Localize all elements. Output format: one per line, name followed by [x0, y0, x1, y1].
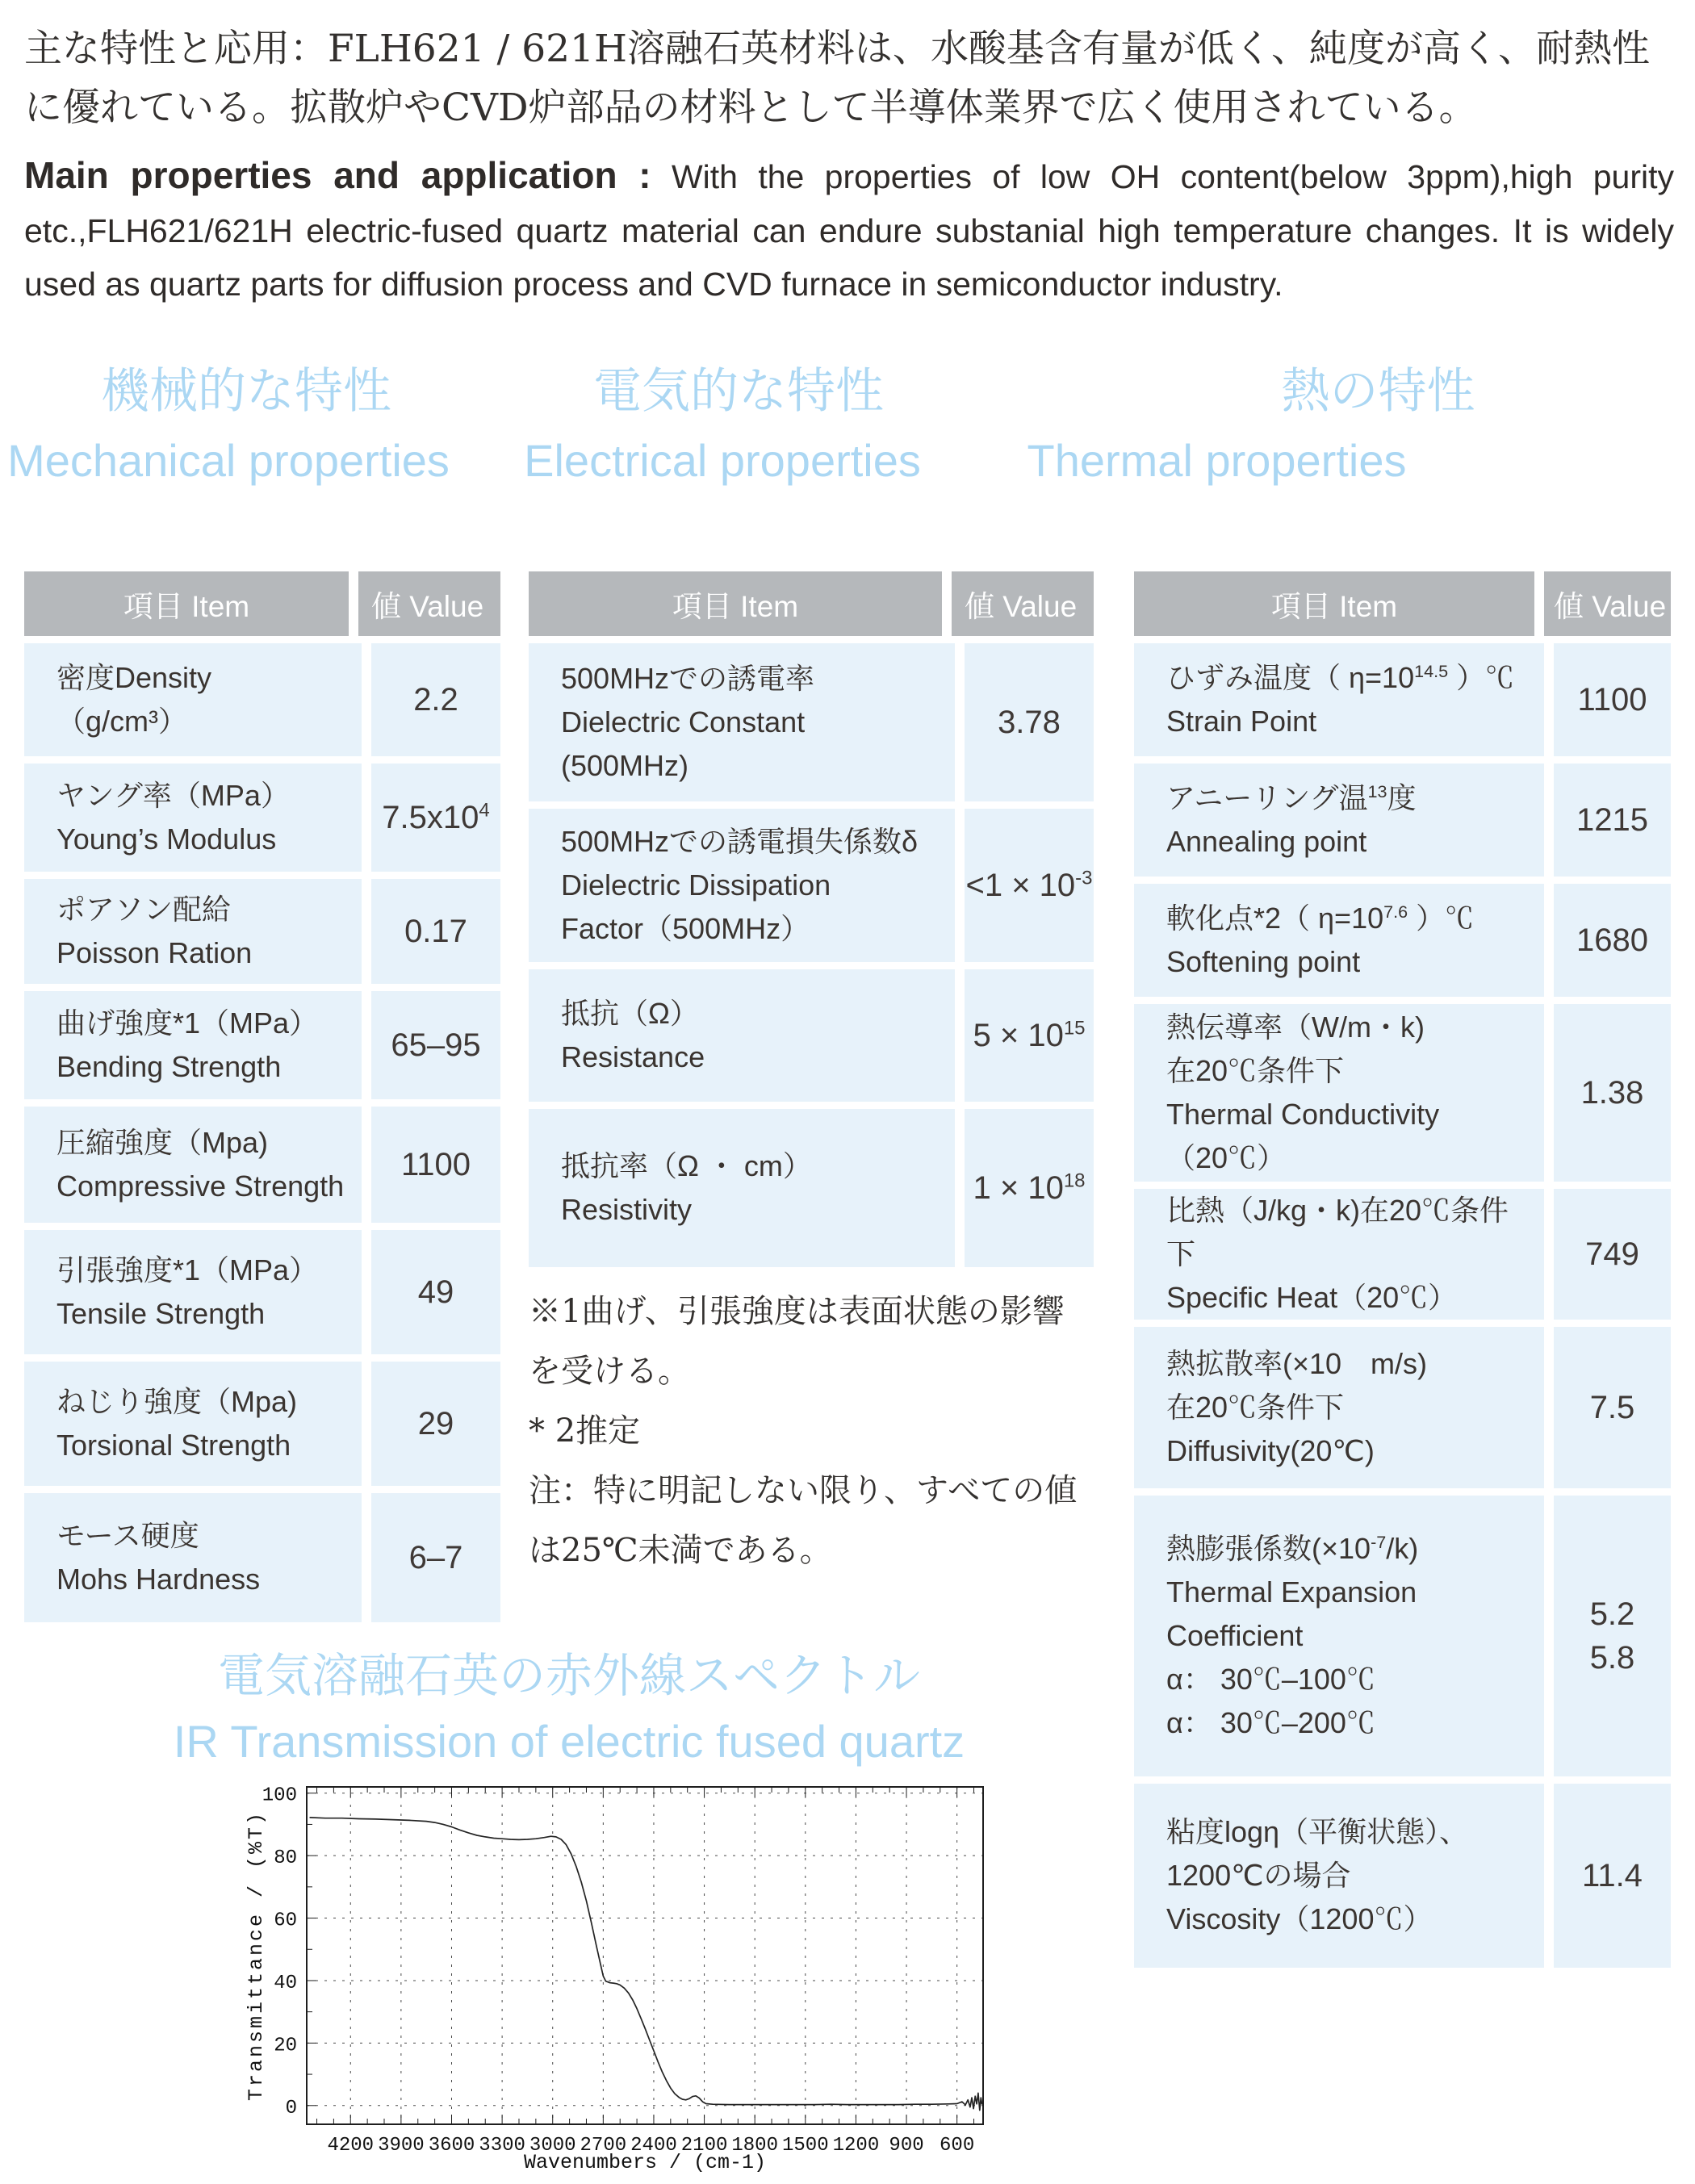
mechanical-title-english: Mechanical properties	[7, 435, 450, 486]
property-item: 熱伝導率（W/m・k) 在20℃条件下 Thermal Conductivity （20℃）	[1134, 1004, 1544, 1182]
svg-text:20: 20	[274, 2035, 297, 2057]
table-row	[1134, 1189, 1671, 1320]
property-value: 0.17	[371, 879, 500, 984]
intro-english-paragraph	[24, 146, 1674, 312]
table-row	[1134, 1004, 1671, 1182]
table-header-row	[529, 571, 1094, 636]
table-row	[24, 991, 500, 1099]
property-value: 1215	[1554, 764, 1671, 877]
electrical-properties-table	[529, 571, 1094, 1267]
intro-english-heading: Main properties and application :	[24, 153, 651, 196]
svg-text:600: 600	[940, 2135, 975, 2157]
electrical-title-english: Electrical properties	[524, 435, 921, 486]
property-value: 2.2	[371, 643, 500, 756]
item-column-header: 項目 Item	[529, 571, 942, 636]
table-body	[529, 643, 1094, 1267]
property-value: $<1 \times 10^{-3}$	[965, 809, 1094, 962]
property-item: ヤング率（MPa） Young’s Modulus	[24, 764, 362, 872]
table-row	[24, 1493, 500, 1622]
item-column-header: 項目 Item	[24, 571, 349, 636]
property-item: ひずみ温度（ $\eta=10^{14.5}$ ）℃ Strain Point	[1134, 643, 1544, 756]
item-column-header: 項目 Item	[1134, 571, 1534, 636]
svg-text:3000: 3000	[529, 2135, 576, 2157]
table-row	[1134, 1784, 1671, 1968]
property-item: 500MHzでの誘電率 Dielectric Constant (500MHz)	[529, 643, 955, 801]
property-item: ポアソン配給 Poisson Ration	[24, 879, 362, 984]
property-item: アニーリング温$^{13}$度 Annealing point	[1134, 764, 1544, 877]
svg-text:80: 80	[274, 1847, 297, 1870]
svg-text:1500: 1500	[781, 2135, 829, 2157]
svg-text:3300: 3300	[479, 2135, 525, 2157]
table-row	[24, 1107, 500, 1223]
table-row	[24, 643, 500, 756]
table-row	[24, 1362, 500, 1486]
property-value: 3.78	[965, 643, 1094, 801]
table-row	[1134, 1496, 1671, 1776]
property-value: $7.5x10^4$	[371, 764, 500, 872]
electrical-title-japanese: 電気的な特性	[593, 364, 884, 418]
intro-section	[24, 19, 1674, 311]
table-body	[24, 643, 500, 1622]
electrical-properties-section	[524, 355, 1094, 1580]
svg-text:0: 0	[285, 2097, 297, 2119]
svg-text:2700: 2700	[580, 2135, 627, 2157]
chart-title-english: IR Transmission of electric fused quartz	[173, 1716, 965, 1767]
property-value: 5.2 5.8	[1554, 1496, 1671, 1776]
property-item: 抵抗（Ω） Resistance	[529, 969, 955, 1102]
ir-chart-svg	[244, 1776, 994, 2179]
table-header-row	[1134, 571, 1671, 636]
table-row	[529, 809, 1094, 962]
property-value: 7.5	[1554, 1327, 1671, 1488]
table-row	[529, 643, 1094, 801]
svg-text:40: 40	[274, 1972, 297, 1994]
svg-text:Wavenumbers / (cm-1): Wavenumbers / (cm-1)	[523, 2151, 767, 2174]
mechanical-properties-section	[7, 355, 500, 1622]
property-item: 曲げ強度*1（MPa） Bending Strength	[24, 991, 362, 1099]
property-item: 500MHzでの誘電損失係数δ Dielectric Dissipation Factor（500MHz）	[529, 809, 955, 962]
svg-text:4200: 4200	[327, 2135, 375, 2157]
property-item: 抵抗率（Ω ・ cm） Resistivity	[529, 1109, 955, 1267]
value-column-header: 値 Value	[358, 571, 500, 636]
property-value: $5 \times 10^{15}$	[965, 969, 1094, 1102]
property-item: 熱膨張係数$(\times 10^{-7}/k)$ Thermal Expansion Coefficient α： 30℃–100℃ α： 30℃–200℃	[1134, 1496, 1544, 1776]
value-column-header: 値 Value	[952, 571, 1094, 636]
property-value: 29	[371, 1362, 500, 1486]
property-value: 1680	[1554, 884, 1671, 997]
property-item: 粘度logη（平衡状態）、 1200℃の場合 Viscosity（1200℃）	[1134, 1784, 1544, 1968]
svg-text:2100: 2100	[680, 2135, 728, 2157]
svg-text:3900: 3900	[378, 2135, 425, 2157]
property-item: ねじり強度（Mpa) Torsional Strength	[24, 1362, 362, 1486]
property-value: 65–95	[371, 991, 500, 1099]
table-row	[24, 879, 500, 984]
footnotes: ※1曲げ、引張強度は表面状態の影響を受ける。 * 2推定 注：特に明記しない限り、すべての値は25℃未満である。	[529, 1293, 1078, 1569]
table-row	[1134, 1327, 1671, 1488]
property-value: 49	[371, 1230, 500, 1354]
property-value: 1100	[371, 1107, 500, 1223]
table-row	[1134, 764, 1671, 877]
svg-text:900: 900	[889, 2135, 924, 2157]
ir-transmission-chart	[244, 1776, 994, 2179]
table-row	[24, 1230, 500, 1354]
thermal-properties-table	[1134, 571, 1671, 1968]
mechanical-title-japanese: 機械的な特性	[101, 364, 391, 418]
thermal-title-english: Thermal properties	[1027, 435, 1407, 486]
property-item: モース硬度 Mohs Hardness	[24, 1493, 362, 1622]
mechanical-properties-table	[24, 571, 500, 1622]
property-item: 密度Density （g/cm³）	[24, 643, 362, 756]
property-item: 引張強度*1（MPa） Tensile Strength	[24, 1230, 362, 1354]
property-item: 軟化点*2（ $\eta=10^{7.6}$ ）℃ Softening point	[1134, 884, 1544, 997]
property-value: 1.38	[1554, 1004, 1671, 1182]
chart-title-japanese: 電気溶融石英の赤外線スペクトル	[217, 1650, 920, 1702]
svg-text:Transmittance / (%T): Transmittance / (%T)	[245, 1810, 268, 2102]
intro-english-body: With the properties of low OH content(below 3ppm),high purity etc.,FLH621/621H electric-fused quartz material can endure substanial high temperature changes. It is widely used as quartz parts for diffusion process and CVD furnace in semiconductor industry.	[24, 157, 1674, 303]
property-value: $1 \times 10^{18}$	[965, 1109, 1094, 1267]
table-row	[1134, 643, 1671, 756]
property-value: 6–7	[371, 1493, 500, 1622]
svg-text:60: 60	[274, 1910, 297, 1932]
svg-text:2400: 2400	[630, 2135, 677, 2157]
svg-text:1800: 1800	[731, 2135, 778, 2157]
thermal-title-japanese: 熱の特性	[1281, 364, 1475, 418]
svg-text:1200: 1200	[832, 2135, 880, 2157]
value-column-header: 値 Value	[1544, 571, 1671, 636]
table-header-row	[24, 571, 500, 636]
table-row	[529, 969, 1094, 1102]
intro-japanese-paragraph: 主な特性と応用：FLH621 / 621H溶融石英材料は、水酸基含有量が低く、純度が高く、耐熱性に優れている。拡散炉やCVD炉部品の材料として半導体業界で広く使用されている。	[24, 27, 1651, 131]
property-value: 11.4	[1554, 1784, 1671, 1968]
table-row	[529, 1109, 1094, 1267]
property-value: 1100	[1554, 643, 1671, 756]
property-item: 比熱（J/kg・k)在20℃条件下 Specific Heat（20℃）	[1134, 1189, 1544, 1320]
property-item: 熱拡散率(×10 m/s) 在20℃条件下 Diffusivity(20℃)	[1134, 1327, 1544, 1488]
table-row	[24, 764, 500, 872]
table-row	[1134, 884, 1671, 997]
property-item: 圧縮強度（Mpa) Compressive Strength	[24, 1107, 362, 1223]
property-value: 749	[1554, 1189, 1671, 1320]
svg-text:3600: 3600	[428, 2135, 475, 2157]
ir-chart-section	[65, 1645, 1074, 2179]
svg-text:100: 100	[262, 1784, 297, 1807]
table-body	[1134, 643, 1671, 1968]
